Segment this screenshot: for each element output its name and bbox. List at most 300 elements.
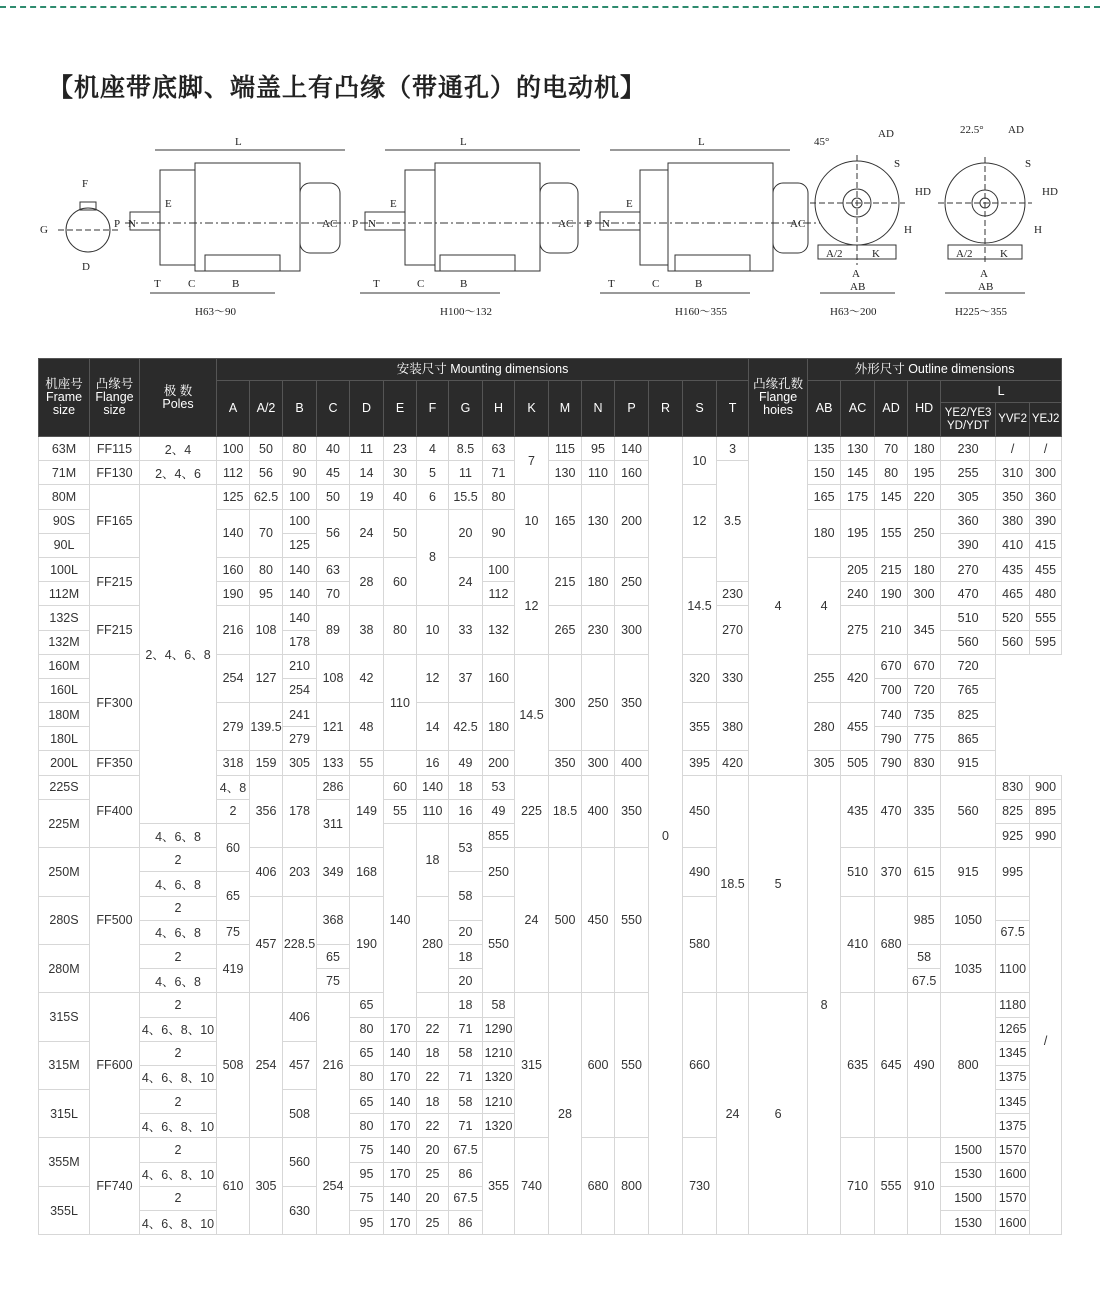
table-cell: 170	[384, 1162, 417, 1186]
table-cell: 70	[875, 437, 908, 461]
table-cell: 4、6、8、10	[140, 1162, 217, 1186]
table-cell: 2	[140, 896, 217, 920]
table-cell: 60	[384, 775, 417, 799]
table-cell: 680	[875, 896, 908, 993]
drawing-label-a-5: A	[980, 268, 988, 280]
table-cell: 160	[483, 654, 515, 702]
table-cell: 406	[283, 993, 317, 1041]
table-cell: 4、6、8、10	[140, 1114, 217, 1138]
table-cell: 110	[384, 654, 417, 751]
table-cell: 315M	[39, 1041, 90, 1089]
table-cell: 108	[317, 654, 350, 702]
table-cell: 24	[449, 557, 483, 605]
table-cell: 4、6、8	[140, 824, 217, 848]
table-cell: 825	[996, 799, 1030, 823]
table-cell: 4、6、8	[140, 920, 217, 944]
table-cell: 355	[483, 1138, 515, 1235]
drawing-label-d: D	[82, 261, 90, 273]
header-col-d: D	[350, 381, 384, 437]
table-cell: 435	[996, 557, 1030, 581]
header-poles-en: Poles	[162, 396, 194, 411]
table-cell: 730	[683, 1138, 717, 1235]
table-cell: 790	[875, 727, 908, 751]
table-cell: 65	[350, 1041, 384, 1065]
header-frame	[39, 359, 90, 437]
table-cell: 241	[283, 703, 317, 727]
header-flange-holes-en2: hoies	[763, 403, 794, 417]
table-cell: 18.5	[549, 775, 582, 848]
table-cell: 170	[384, 1211, 417, 1235]
table-cell	[417, 993, 449, 1017]
table-cell: 550	[483, 896, 515, 993]
table-cell: 100	[283, 485, 317, 509]
header-l-yej2: YEJ2	[1030, 403, 1062, 437]
header-poles	[140, 359, 217, 437]
table-cell: 170	[384, 1017, 417, 1041]
table-cell: 216	[217, 606, 250, 654]
table-cell: 560	[283, 1138, 317, 1186]
table-cell: 80	[350, 1114, 384, 1138]
header-frame-size: size	[52, 403, 76, 417]
table-cell: 1375	[996, 1114, 1030, 1138]
table-cell: 140	[417, 775, 449, 799]
table-cell: 170	[384, 1114, 417, 1138]
table-cell: 490	[908, 993, 941, 1138]
table-cell: 20	[449, 920, 483, 944]
header-flange-en: Flange	[95, 390, 134, 404]
table-cell: 465	[996, 582, 1030, 606]
table-cell: 4	[417, 437, 449, 461]
table-cell: 265	[549, 606, 582, 654]
table-cell: 89	[317, 606, 350, 654]
table-cell: 195	[841, 509, 875, 557]
table-cell: 255	[941, 461, 996, 485]
top-dashed-rule	[0, 6, 1100, 8]
table-cell: 470	[941, 582, 996, 606]
table-cell: 280	[417, 896, 449, 993]
page-title: 【机座带底脚、端盖上有凸缘（带通孔）的电动机】	[48, 74, 647, 102]
header-col-k: K	[515, 381, 549, 437]
drawing-label-c-2: C	[417, 278, 425, 290]
table-cell: 335	[908, 775, 941, 848]
dimensions-table	[38, 358, 1062, 1235]
table-cell: 37	[449, 654, 483, 702]
table-cell: 315	[515, 993, 549, 1138]
drawing-caption-2: H100～132	[440, 306, 492, 318]
table-cell: 55	[350, 751, 384, 775]
table-cell: 135	[808, 437, 841, 461]
table-cell: 6	[749, 993, 808, 1235]
table-cell: 630	[283, 1186, 317, 1234]
table-cell: 86	[449, 1211, 483, 1235]
table-cell: 311	[317, 799, 350, 847]
table-cell: 140	[283, 557, 317, 581]
table-cell: 28	[350, 557, 384, 605]
table-cell: 1320	[483, 1114, 515, 1138]
header-col-a2: A/2	[250, 381, 283, 437]
table-cell: 1345	[996, 1090, 1030, 1114]
table-cell: 65	[217, 872, 250, 920]
table-cell: 645	[875, 993, 908, 1138]
table-cell: 1100	[996, 944, 1030, 992]
header-col-n: N	[582, 381, 615, 437]
table-cell	[384, 751, 417, 775]
table-cell: 419	[217, 944, 250, 992]
table-cell: 865	[941, 727, 996, 751]
drawing-label-e-3: E	[626, 198, 633, 210]
table-cell: 63M	[39, 437, 90, 461]
table-cell: 1570	[996, 1186, 1030, 1210]
drawing-label-t-3: T	[608, 278, 615, 290]
table-cell: 127	[250, 654, 283, 702]
header-outline: 外形尺寸 Outline dimensions	[808, 359, 1062, 381]
table-cell: 254	[317, 1138, 350, 1235]
table-cell: 65	[350, 993, 384, 1017]
table-cell: 70	[317, 582, 350, 606]
drawing-label-a2-4: A/2	[826, 248, 843, 260]
table-cell: 180	[808, 509, 841, 557]
table-cell: 14	[417, 703, 449, 751]
table-cell: 200	[615, 485, 649, 558]
table-cell: 112	[483, 582, 515, 606]
table-cell: 4、6、8、10	[140, 1017, 217, 1041]
table-cell: /	[996, 437, 1030, 461]
drawing-label-t-1: T	[154, 278, 161, 290]
table-cell: 159	[250, 751, 283, 775]
table-cell: 100L	[39, 557, 90, 581]
drawing-label-a2-5: A/2	[956, 248, 973, 260]
table-cell: 160	[615, 461, 649, 485]
table-cell: 53	[449, 824, 483, 872]
table-cell: 75	[317, 969, 350, 993]
table-cell: 830	[996, 775, 1030, 799]
table-cell: 300	[582, 751, 615, 775]
table-cell: 20	[417, 1138, 449, 1162]
table-cell: 18	[449, 993, 483, 1017]
table-cell: 90S	[39, 509, 90, 533]
drawing-label-ad-5: AD	[1008, 124, 1024, 136]
table-cell: 315L	[39, 1090, 90, 1138]
table-cell: 24	[350, 509, 384, 557]
table-cell: 775	[908, 727, 941, 751]
table-cell: 279	[217, 703, 250, 751]
table-cell: 115	[549, 437, 582, 461]
table-cell: 100	[283, 509, 317, 533]
table-cell: 160L	[39, 678, 90, 702]
table-cell: 125	[217, 485, 250, 509]
table-cell: 215	[549, 557, 582, 605]
header-col-hd: HD	[908, 381, 941, 437]
table-cell: 1265	[996, 1017, 1030, 1041]
table-cell: 595	[1030, 630, 1062, 654]
drawing-label-ac-2: AC	[558, 218, 574, 230]
table-cell: 2	[140, 1041, 217, 1065]
header-flange-cn: 凸缘号	[95, 377, 134, 391]
drawing-label-p-1: P	[114, 218, 121, 230]
table-cell: 50	[384, 509, 417, 557]
drawing-label-f: F	[82, 178, 89, 190]
table-cell: 42	[350, 654, 384, 702]
table-cell: 132	[483, 606, 515, 654]
table-cell: 95	[250, 582, 283, 606]
table-cell: 20	[449, 509, 483, 557]
table-cell: 18	[417, 1090, 449, 1114]
table-cell: 1600	[996, 1162, 1030, 1186]
drawing-label-c-1: C	[188, 278, 196, 290]
table-cell: 406	[250, 848, 283, 896]
table-cell: 230	[941, 437, 996, 461]
table-cell: 50	[250, 437, 283, 461]
drawing-label-t-2: T	[373, 278, 380, 290]
table-cell: 390	[941, 533, 996, 557]
table-cell: 450	[683, 775, 717, 848]
table-cell: 720	[908, 678, 941, 702]
table-cell: 90	[483, 509, 515, 557]
table-cell: 25	[417, 1162, 449, 1186]
drawing-label-hd-5: HD	[1042, 186, 1058, 198]
table-cell: 67.5	[449, 1138, 483, 1162]
drawing-label-angle-4: 45°	[814, 136, 830, 148]
table-cell: 670	[908, 654, 941, 678]
table-cell: 190	[350, 896, 384, 993]
table-cell: 310	[996, 461, 1030, 485]
table-cell: FF215	[90, 606, 140, 654]
table-cell: 300	[615, 606, 649, 654]
table-cell: 360	[1030, 485, 1062, 509]
table-cell: 280	[808, 703, 841, 751]
header-flange-holes-cn: 凸缘孔数	[753, 377, 804, 391]
table-cell: 560	[996, 630, 1030, 654]
table-cell: 550	[615, 848, 649, 993]
table-cell: FF115	[90, 437, 140, 461]
table-cell: 139.5	[250, 703, 283, 751]
drawing-label-n-2: N	[368, 218, 376, 230]
table-row	[39, 485, 1062, 509]
header-col-e: E	[384, 381, 417, 437]
header-col-ad: AD	[875, 381, 908, 437]
header-col-m: M	[549, 381, 582, 437]
header-flange-holes	[749, 359, 808, 437]
table-cell: 71	[449, 1065, 483, 1089]
table-cell: 790	[875, 751, 908, 775]
table-cell: 350	[549, 751, 582, 775]
table-cell: 140	[384, 1041, 417, 1065]
table-cell: 520	[996, 606, 1030, 630]
table-cell: 305	[941, 485, 996, 509]
drawing-label-l-3: L	[698, 136, 705, 148]
table-cell: 510	[941, 606, 996, 630]
table-cell: 435	[841, 775, 875, 848]
table-cell: 510	[841, 848, 875, 896]
table-cell: 75	[217, 920, 250, 944]
table-cell: 900	[1030, 775, 1062, 799]
table-cell: 0	[649, 437, 683, 1235]
table-cell: 80	[350, 1017, 384, 1041]
table-cell: 178	[283, 775, 317, 848]
table-cell: 800	[615, 1138, 649, 1235]
table-cell: 18	[417, 1041, 449, 1065]
table-cell: 370	[875, 848, 908, 896]
table-cell: 740	[515, 1138, 549, 1235]
table-cell: 4、6、8、10	[140, 1065, 217, 1089]
table-cell: 16	[449, 799, 483, 823]
table-cell: 457	[283, 1041, 317, 1089]
table-cell: 270	[717, 606, 749, 654]
table-cell: 95	[350, 1162, 384, 1186]
table-cell: 305	[808, 751, 841, 775]
table-cell: 990	[1030, 824, 1062, 848]
table-cell: 42.5	[449, 703, 483, 751]
table-cell: 1180	[996, 993, 1030, 1017]
table-cell: FF400	[90, 775, 140, 848]
table-cell: 65	[317, 944, 350, 968]
table-cell: 12	[515, 557, 549, 654]
table-cell: 112	[217, 461, 250, 485]
table-cell: 140	[615, 437, 649, 461]
table-cell: 3.5	[717, 461, 749, 582]
table-cell: 58	[449, 1041, 483, 1065]
table-cell: 28	[549, 993, 582, 1235]
table-cell: 112M	[39, 582, 90, 606]
table-cell: 100	[217, 437, 250, 461]
table-cell: 22	[417, 1065, 449, 1089]
table-cell: FF300	[90, 654, 140, 751]
table-cell: 635	[841, 993, 875, 1138]
table-cell: 250	[615, 557, 649, 605]
drawing-label-p-2: P	[352, 218, 359, 230]
table-cell: 12	[683, 485, 717, 558]
table-cell: 80	[250, 557, 283, 581]
table-cell: 390	[1030, 509, 1062, 533]
table-cell: 1600	[996, 1211, 1030, 1235]
table-cell: 4、6、8、10	[140, 1211, 217, 1235]
table-cell: 2、4、6、8	[140, 485, 217, 824]
table-cell: 180M	[39, 703, 90, 727]
table-cell: 350	[615, 775, 649, 848]
table-cell: 500	[549, 848, 582, 993]
table-cell: 18	[449, 944, 483, 968]
table-cell: 254	[283, 678, 317, 702]
table-cell: 145	[875, 485, 908, 509]
table-cell: 380	[996, 509, 1030, 533]
table-cell: 4、6、8	[140, 872, 217, 896]
table-cell: 710	[841, 1138, 875, 1235]
table-cell: 71	[449, 1017, 483, 1041]
table-cell: 2	[140, 1138, 217, 1162]
table-cell: 470	[875, 775, 908, 848]
table-cell: 140	[384, 1186, 417, 1210]
header-col-ac: AC	[841, 381, 875, 437]
table-cell: 14	[350, 461, 384, 485]
table-cell: 1035	[941, 944, 996, 992]
table-cell: 190	[217, 582, 250, 606]
drawing-label-h-5: H	[1034, 224, 1042, 236]
table-cell: 140	[283, 582, 317, 606]
table-cell: 355M	[39, 1138, 90, 1186]
table-cell: 925	[996, 824, 1030, 848]
table-cell: 149	[350, 775, 384, 848]
table-cell: 6	[417, 485, 449, 509]
table-cell: 255	[808, 654, 841, 702]
table-cell: 48	[350, 703, 384, 751]
table-cell: 55	[384, 799, 417, 823]
table-cell: 550	[615, 993, 649, 1138]
table-cell: 16	[417, 751, 449, 775]
table-cell: 165	[549, 485, 582, 558]
table-cell: 24	[515, 848, 549, 993]
table-cell: 1570	[996, 1138, 1030, 1162]
table-cell: 480	[1030, 582, 1062, 606]
table-cell: 560	[941, 630, 996, 654]
table-cell: 230	[717, 582, 749, 606]
table-cell: 250	[908, 509, 941, 557]
table-cell: 2	[140, 993, 217, 1017]
table-cell: FF215	[90, 557, 140, 605]
drawing-label-angle-5: 22.5°	[960, 124, 984, 136]
header-col-c: C	[317, 381, 350, 437]
table-cell: 11	[350, 437, 384, 461]
table-cell: 170	[384, 1065, 417, 1089]
table-cell: 349	[317, 848, 350, 896]
table-cell: FF500	[90, 848, 140, 993]
drawing-label-b-3: B	[695, 278, 703, 290]
table-cell: 280S	[39, 896, 90, 944]
table-cell: 18	[449, 775, 483, 799]
table-cell: 71M	[39, 461, 90, 485]
table-cell: 18	[417, 824, 449, 897]
table-cell: 45	[317, 461, 350, 485]
table-cell: 132M	[39, 630, 90, 654]
table-cell: 33	[449, 606, 483, 654]
table-cell: 100	[483, 557, 515, 581]
drawing-label-ad-4: AD	[878, 128, 894, 140]
table-cell: 555	[875, 1138, 908, 1235]
table-cell: 110	[417, 799, 449, 823]
table-cell: 132S	[39, 606, 90, 630]
table-cell: 80	[384, 606, 417, 654]
drawing-label-g: G	[40, 224, 48, 236]
table-cell: 457	[250, 896, 283, 993]
table-cell: 2	[140, 1186, 217, 1210]
table-cell: 305	[250, 1138, 283, 1235]
table-cell: 180	[582, 557, 615, 605]
table-cell: 4、6、8	[140, 969, 217, 993]
table-cell: 38	[350, 606, 384, 654]
drawing-label-b-1: B	[232, 278, 240, 290]
table-cell: 680	[582, 1138, 615, 1235]
table-cell: 270	[941, 557, 996, 581]
drawing-label-b-2: B	[460, 278, 468, 290]
drawing-label-l-2: L	[460, 136, 467, 148]
table-cell: 286	[317, 775, 350, 799]
table-cell: 350	[996, 485, 1030, 509]
table-cell: 90L	[39, 533, 90, 557]
table-cell: 65	[350, 1090, 384, 1114]
table-cell: 10	[683, 437, 717, 485]
table-cell: 53	[483, 775, 515, 799]
table-cell: 350	[615, 654, 649, 751]
table-cell: 58	[908, 944, 941, 968]
table-cell: 20	[449, 969, 483, 993]
table-cell: 140	[283, 606, 317, 630]
table-cell: 62.5	[250, 485, 283, 509]
table-cell: 30	[384, 461, 417, 485]
table-cell: 355	[683, 703, 717, 751]
table-cell: 70	[250, 509, 283, 557]
table-cell: 160M	[39, 654, 90, 678]
table-cell: 300	[1030, 461, 1062, 485]
table-cell: 140	[384, 1138, 417, 1162]
